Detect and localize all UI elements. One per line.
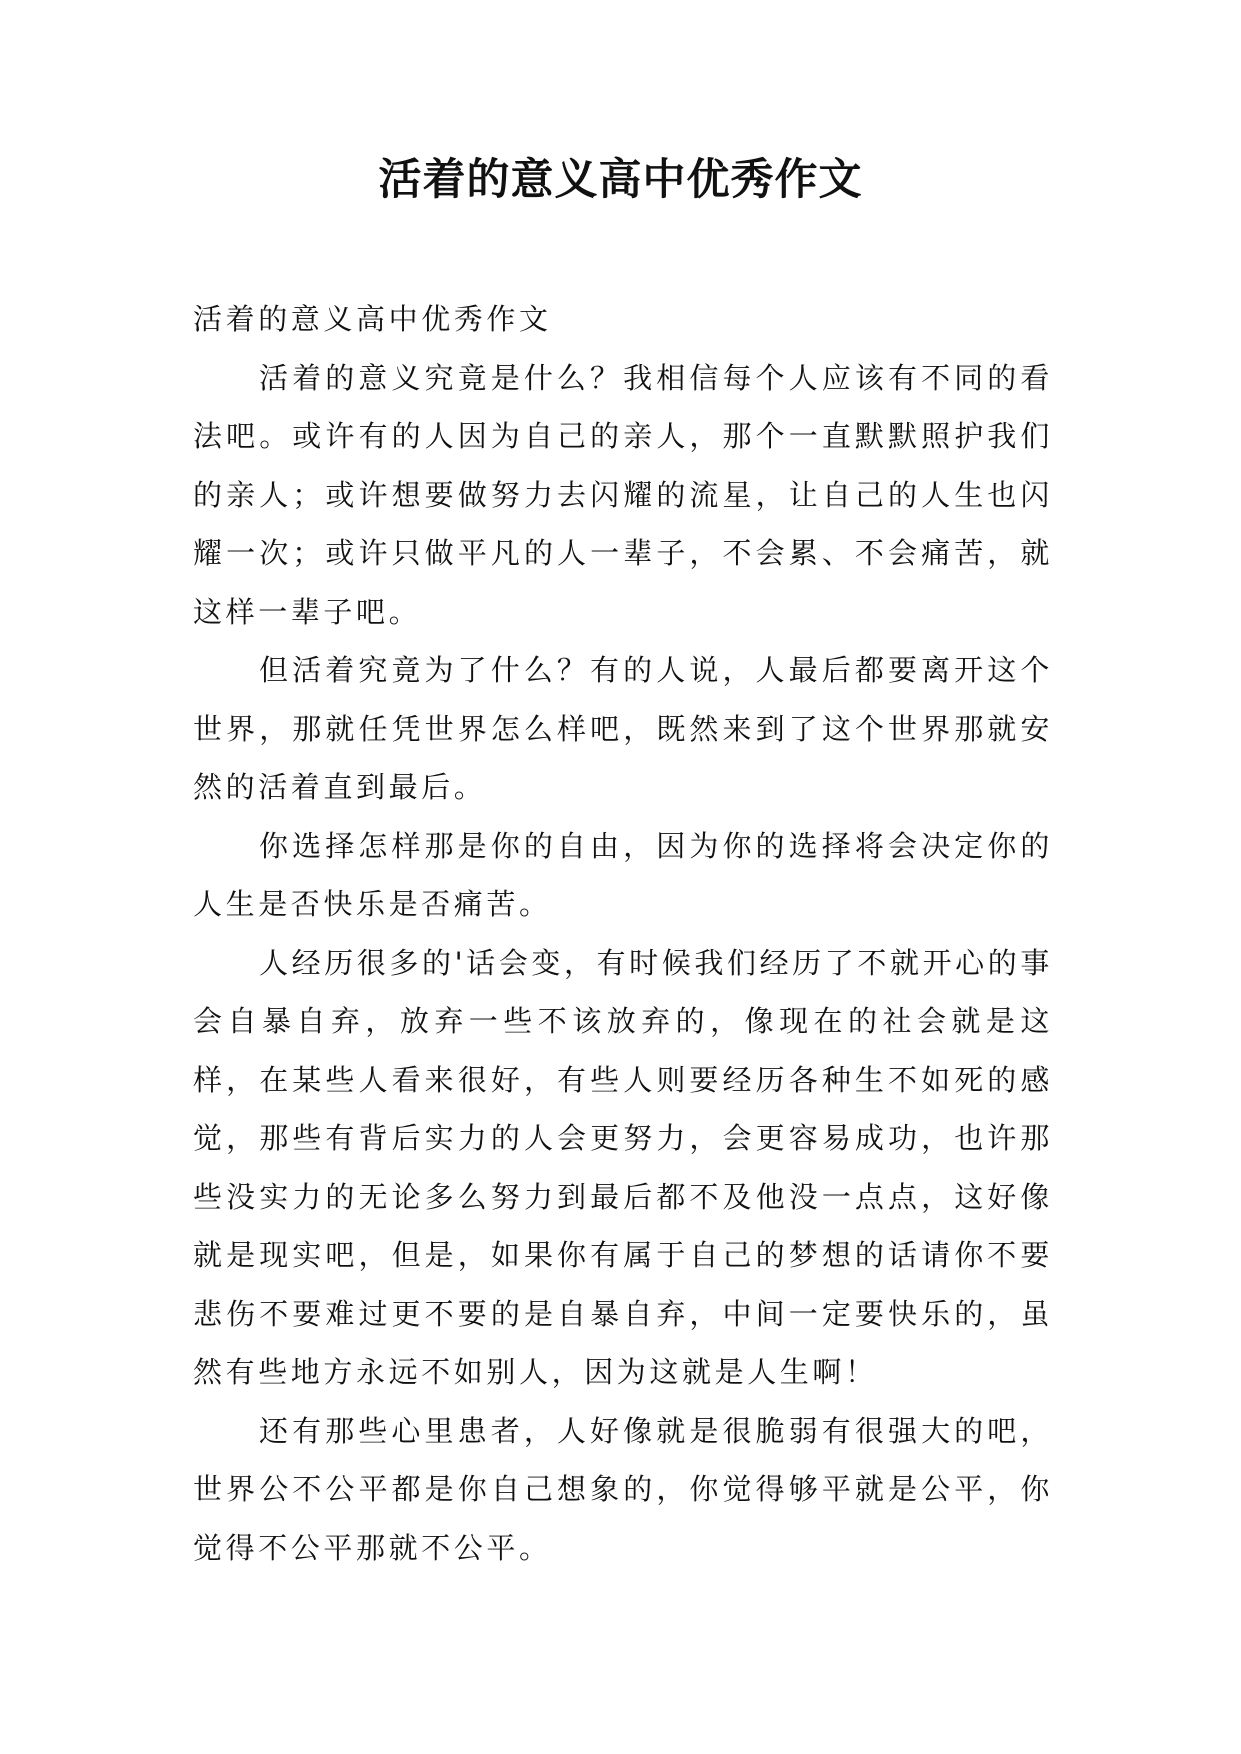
document-subtitle: 活着的意义高中优秀作文 (193, 302, 552, 336)
paragraph-3: 你选择怎样那是你的自由，因为你的选择将会决定你的人生是否快乐是否痛苦。 (193, 828, 1053, 921)
paragraph-2: 但活着究竟为了什么？有的人说，人最后都要离开这个世界，那就任凭世界怎么样吧，既然来到了这个世界那就安然的活着直到最后。 (193, 653, 1053, 804)
document-body (193, 290, 1053, 1577)
paragraph-5: 还有那些心里患者，人好像就是很脆弱有很强大的吧，世界公不公平都是你自己想象的，你觉得够平就是公平，你觉得不公平那就不公平。 (193, 1413, 1053, 1565)
paragraph-1: 活着的意义究竟是什么？我相信每个人应该有不同的看法吧。或许有的人因为自己的亲人，那个一直默默照护我们的亲人；或许想要做努力去闪耀的流星，让自己的人生也闪耀一次；或许只做平凡的人一辈子，不会累、不会痛苦，就这样一辈子吧。 (193, 360, 1053, 629)
document-title: 活着的意义高中优秀作文 (378, 155, 863, 205)
paragraph-4: 人经历很多的'话会变，有时候我们经历了不就开心的事会自暴自弃，放弃一些不该放弃的，像现在的社会就是这样，在某些人看来很好，有些人则要经历各种生不如死的感觉，那些有背后实力的人会更努力，会更容易成功，也许那些没实力的无论多么努力到最后都不及他没一点点，这好像就是现实吧，但是，如果你有属于自己的梦想的话请你不要悲伤不要难过更不要的是自暴自弃，中间一定要快乐的，虽然有些地方永远不如别人，因为这就是人生啊！ (193, 945, 1053, 1389)
